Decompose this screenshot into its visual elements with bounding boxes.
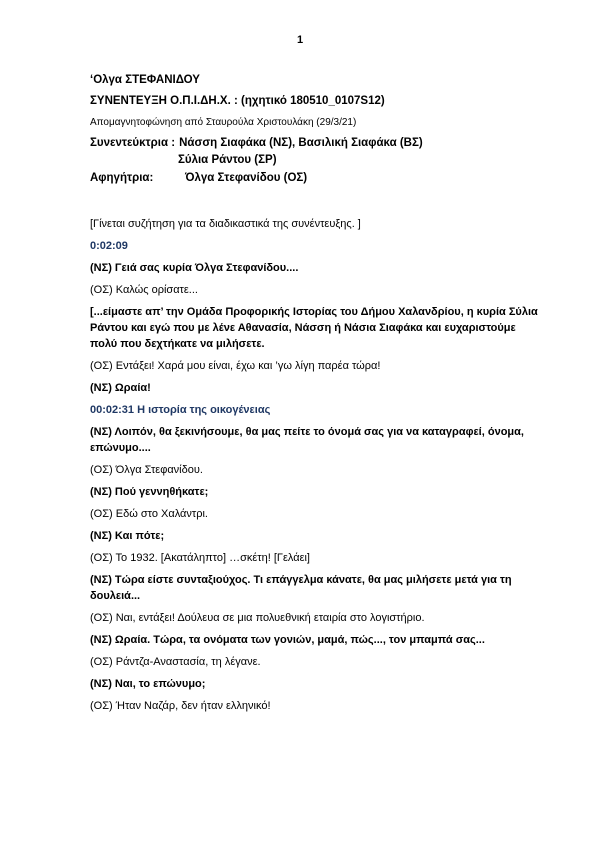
- page-number: 1: [296, 34, 304, 46]
- transcript-line: (ΟΣ) Εδώ στο Χαλάντρι.: [90, 508, 208, 520]
- narrator-name-title: ‘Ολγα ΣΤΕΦΑΝΙΔΟΥ: [90, 74, 200, 86]
- transcript-line: (ΝΣ) Ωραία!: [90, 382, 151, 394]
- narrator-value: Όλγα Στεφανίδου (ΟΣ): [185, 172, 308, 184]
- transcript-line: (ΝΣ) Πού γεννηθήκατε;: [90, 486, 209, 498]
- transcript-line: [...είμαστε απ’ την Ομάδα Προφορικής Ιστορίας του Δήμου Χαλανδρίου, η κυρία Σύλια Ράντου και εγώ που με λένε Αθανασία, Νάσση ή Νάσια Σιαφάκα και ευχαριστούμε πολύ που δεχτήκατε να μιλήσετε.: [90, 306, 538, 350]
- interviewers-row-continued: [90, 154, 540, 166]
- transcription-note: Απομαγνητοφώνηση από Σταυρούλα Χριστουλάκη (29/3/21): [90, 117, 357, 128]
- transcript-line: (ΟΣ) Όλγα Στεφανίδου.: [90, 464, 203, 476]
- document-header: [90, 72, 540, 184]
- transcript-line: (ΟΣ) Καλώς ορίσατε...: [90, 284, 198, 296]
- transcript-line: (ΟΣ) Ράντζα-Αναστασία, τη λέγανε.: [90, 656, 261, 668]
- section-timestamp-heading: 00:02:31 Η ιστορία της οικογένειας: [90, 404, 271, 416]
- document-body: [90, 72, 540, 720]
- transcript-line: (ΝΣ) Τώρα είστε συνταξιούχος. Τι επάγγελμα κάνατε, θα μας μιλήσετε μετά για τη δουλειά...: [90, 574, 512, 602]
- transcript-line: (ΝΣ) Λοιπόν, θα ξεκινήσουμε, θα μας πείτε το όνομά σας για να καταγραφεί, όνομα, επώνυμο....: [90, 426, 524, 454]
- timestamp: 0:02:09: [90, 240, 128, 252]
- transcript-line: [Γίνεται συζήτηση για τα διαδικαστικά της συνέντευξης. ]: [90, 218, 361, 230]
- interviewers-label: Συνεντεύκτρια :: [90, 137, 176, 149]
- transcript-line: (ΟΣ) Εντάξει! Χαρά μου είναι, έχω και ’γω λίγη παρέα τώρα!: [90, 360, 381, 372]
- transcript: [90, 216, 540, 714]
- narrator-label: Αφηγήτρια:: [90, 172, 154, 184]
- transcript-line: (ΝΣ) Ωραία. Τώρα, τα ονόματα των γονιών, μαμά, πώς..., τον μπαμπά σας...: [90, 634, 485, 646]
- interviewers-row: [90, 137, 540, 149]
- interview-title: ΣΥΝΕΝΤΕΥΞΗ Ο.Π.Ι.ΔΗ.Χ. : (ηχητικό 180510_0107S12): [90, 95, 385, 107]
- transcript-line: (ΝΣ) Και πότε;: [90, 530, 165, 542]
- interviewers-value-continued: Σύλια Ράντου (ΣΡ): [178, 154, 277, 166]
- narrator-row: [90, 172, 540, 184]
- transcript-line: (ΝΣ) Γειά σας κυρία Όλγα Στεφανίδου....: [90, 262, 299, 274]
- transcript-line: (ΝΣ) Ναι, το επώνυμο;: [90, 678, 206, 690]
- indent-spacer: [90, 154, 178, 166]
- transcript-line: (ΟΣ) Το 1932. [Ακατάληπτο] …σκέτη! [Γελάει]: [90, 552, 310, 564]
- transcript-line: (ΟΣ) Ήταν Ναζάρ, δεν ήταν ελληνικό!: [90, 700, 271, 712]
- transcript-line: (ΟΣ) Ναι, εντάξει! Δούλευα σε μια πολυεθνική εταιρία στο λογιστήριο.: [90, 612, 425, 624]
- interviewers-value: Νάσση Σιαφάκα (ΝΣ), Βασιλική Σιαφάκα (ΒΣ): [179, 137, 423, 149]
